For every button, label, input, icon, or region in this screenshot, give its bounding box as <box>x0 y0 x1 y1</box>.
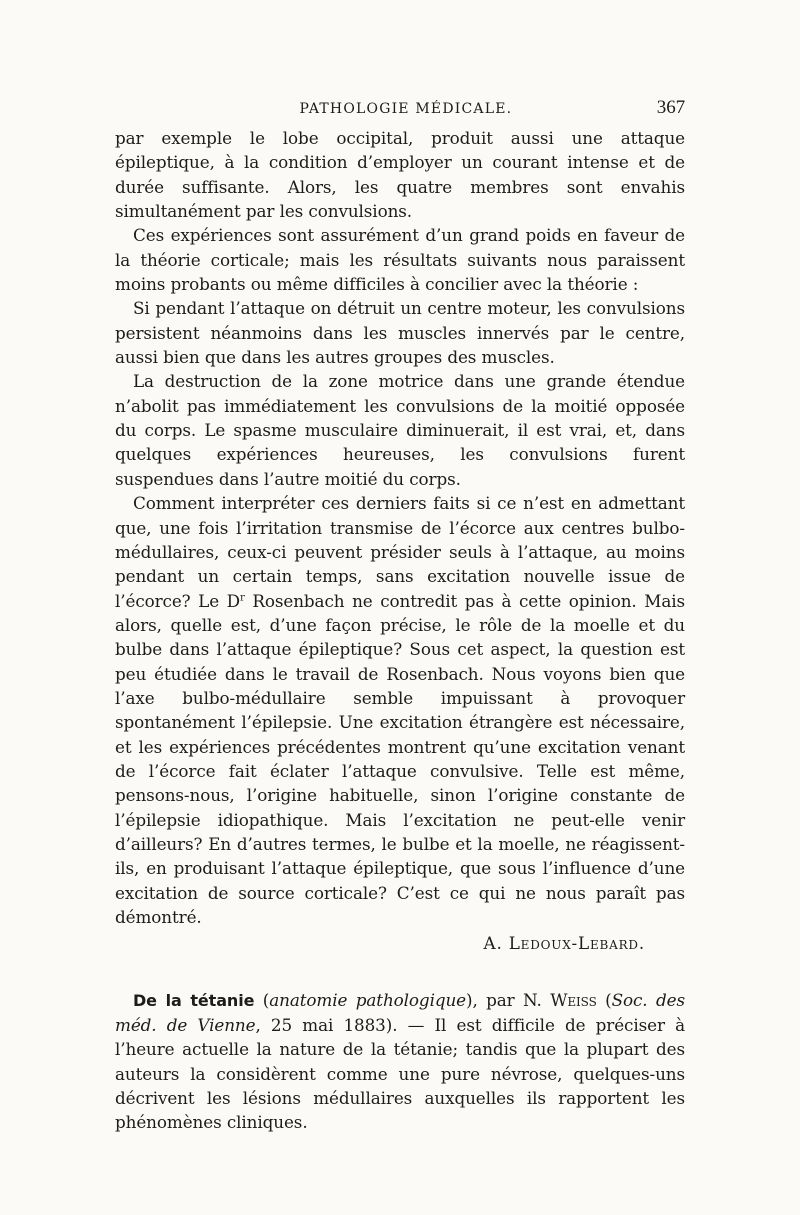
page <box>115 96 685 1135</box>
article-date: , 25 mai 1883). — <box>255 1015 435 1036</box>
paragraph-3: Si pendant l’attaque on détruit un centre moteur, les convulsions persistent néanmoins dans les muscles innervés par le centre, aussi bien que dans les autres groupes des muscles. <box>115 298 685 368</box>
paragraph-2: Ces expériences sont assurément d’un grand poids en faveur de la théorie corticale; mais les résultats suivants nous paraissent moins probants ou même difficiles à concilier avec la théorie : <box>115 225 685 295</box>
page-number: 367 <box>656 97 685 118</box>
superscript-r: r <box>240 591 245 603</box>
running-title: PATHOLOGIE MÉDICALE. <box>299 101 513 117</box>
article-source: Soc. des méd. de Vienne <box>115 989 685 1036</box>
paragraph-4: La destruction de la zone motrice dans une grande étendue n’abolit pas immédiatement les convulsions de la moitié opposée du corps. Le spasme musculaire diminuerait, il est vrai, et, dans quelques expériences heureuses, les convulsions furent suspendues dans l’autre moitié du corps. <box>115 371 685 489</box>
paren-open-2: ( <box>596 989 612 1010</box>
paragraph-5-start: Comment interpréter ces derniers faits si ce n’est en admettant que, une fois l’irritation transmise de l’écorce aux centres bulbo-médullaires, ceux-ci peuvent présider seuls à l’attaque, au moins pendant un certain temps, sans excitation nouvelle issue de l’écorce? Le D <box>115 493 685 611</box>
signature: A. Ledoux-Lebard. <box>483 933 645 954</box>
article-body: Il est difficile de préciser à l’heure actuelle la nature de la tétanie; tandis que la plupart des auteurs la considèrent comme une pure névrose, quelques-uns décrivent les lésions médullaires auxquelles ils rapportent les phénomènes cliniques. <box>115 1015 685 1133</box>
paren-open: ( <box>254 989 270 1010</box>
paragraph-1: par exemple le lobe occipital, produit aussi une attaque épileptique, à la condition d’employer un courant intense et de durée suffisante. Alors, les quatre membres sont envahis simultanément par les convulsions. <box>115 128 685 222</box>
article-abstract <box>115 988 685 1135</box>
running-head <box>115 96 685 126</box>
article-title: De la tétanie <box>133 990 255 1010</box>
after-subtitle: ), par N. <box>466 989 551 1010</box>
paragraph-5-rest: Rosenbach ne contredit pas à cette opinion. Mais alors, quelle est, d’une façon précise, le rôle de la moelle et du bulbe dans l’attaque épileptique? Sous cet aspect, la question est peu étudiée dans le travail de Rosenbach. Nous voyons bien que l’axe bulbo-médullaire semble impuissant à provoquer spontanément l’épilepsie. Une excitation étrangère est nécessaire, et les expériences précédentes montrent qu’une excitation venant de l’écorce fait éclater l’attaque convulsive. Telle est même, pensons-nous, l’origine habituelle, sinon l’origine constante de l’épilepsie idiopathique. Mais l’excitation ne peut-elle venir d’ailleurs? En d’autres termes, le bulbe et la moelle, ne réagissent-ils, en produisant l’attaque épileptique, que sous l’influence d’une excitation de source corticale? C’est ce qui ne nous paraît pas démontré. <box>115 590 686 927</box>
article-subtitle: anatomie pathologique <box>269 989 467 1010</box>
article-author: Weiss <box>550 989 597 1010</box>
paragraph-5 <box>115 491 685 929</box>
